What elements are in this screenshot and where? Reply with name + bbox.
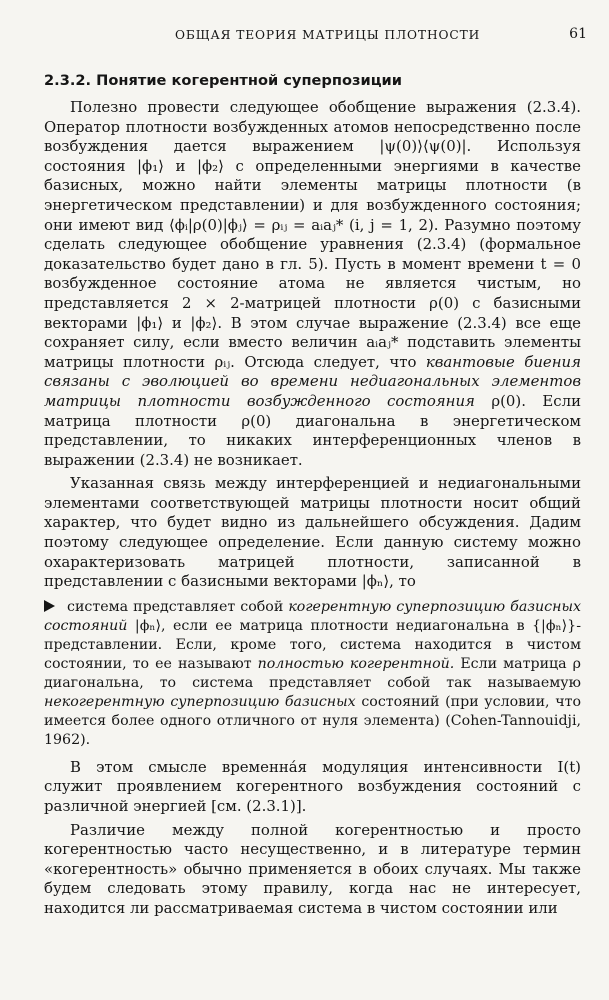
triangle-bullet-icon [44, 600, 55, 612]
emphasized-text: квантовые биения связаны с эволюцией во времени недиагональных элементов матрицы плотности возбужденного состояния [44, 352, 581, 410]
paragraph-text: Полезно провести следующее обобщение выражения (2.3.4). Оператор плотности возбужденных атомов непосредственно после возбуждения дается выражением |ψ(0)⟩⟨ψ(0)|. Используя состояния |ϕ₁⟩ и |ϕ₂⟩ с определенными энергиями в качестве базисных, можно найти элементы матрицы плотности (в энергетическом представлении) и для возбужденного состояния; они имеют вид ⟨ϕᵢ|ρ(0)|ϕⱼ⟩ = ρᵢⱼ = aᵢaⱼ* (i, j = 1, 2). Разумно поэтому сделать следующее обобщение уравнения (2.3.4) (формальное доказательство будет дано в гл. 5). Пусть в момент времени t = 0 возбужденное состояние атома не является чистым, но представляется 2 × 2-матрицей плотности ρ(0) с базисными векторами |ϕ₁⟩ и |ϕ₂⟩. В этом случае выражение (2.3.4) все еще сохраняет силу, если вместо величин aᵢaⱼ* подставить элементы матрицы плотности ρᵢⱼ. Отсюда следует, что [44, 98, 581, 371]
definition-text: система представляет собой [67, 598, 289, 615]
paragraph-text: В этом смысле временна́я модуляция интенсивности I(t) служит проявлением когерентного возбуждения состояний с различной энергией [см. (2.3.1)]. [44, 757, 581, 816]
paragraph-text: Указанная связь между интерференцией и недиагональными элементами соответствующей матрицы плотности носит общий характер, что будет видно из дальнейшего обсуждения. Дадим поэтому следующее определение. Если данную систему можно охарактеризовать матрицей плотности, записанной в представлении с базисными векторами |ϕₙ⟩, то [44, 474, 581, 591]
emphasized-term: некогерентную суперпозицию базисных [44, 693, 356, 710]
paragraph-density-generalization [44, 98, 581, 470]
definition-text: |ϕₙ⟩, если ее матрица плотности недиагональна в {|ϕₙ⟩}-представлении. Если, кроме того, система находится в чистом состоянии, то ее называют [44, 617, 581, 672]
paragraph-text: ρ(0). Если матрица плотности ρ(0) диагональна в энергетическом представлении, то никаких интерференционных членов в выражении (2.3.4) не возникает. [44, 391, 581, 469]
running-title: ОБЩАЯ ТЕОРИЯ МАТРИЦЫ ПЛОТНОСТИ [175, 28, 481, 42]
definition-text: Если матрица ρ диагональна, то система представляет собой так называемую [44, 655, 581, 691]
body-text [44, 98, 581, 919]
paragraph-coherence-terminology [44, 821, 581, 919]
definition-block [44, 598, 581, 750]
paragraph-text: Различие между полной когерентностью и просто когерентностью часто несущественно, и в литературе термин «когерентность» обычно применяется в обоих случаях. Мы также будем следовать этому правилу, когда нас не интересует, находится ли рассматриваемая система в чистом состоянии или [44, 820, 581, 917]
paragraph-intensity-modulation [44, 758, 581, 817]
section-heading: 2.3.2. Понятие когерентной суперпозиции [44, 72, 402, 89]
emphasized-term: полностью когерентной. [257, 655, 455, 672]
definition-text: состояний (при условии, что имеется более одного отличного от нуля элемента) (Cohen-Tannouidji, 1962). [44, 693, 581, 748]
page-number: 61 [569, 26, 587, 42]
paragraph-interference-link [44, 474, 581, 592]
emphasized-term: когерентную суперпозицию базисных состояний [44, 598, 581, 634]
